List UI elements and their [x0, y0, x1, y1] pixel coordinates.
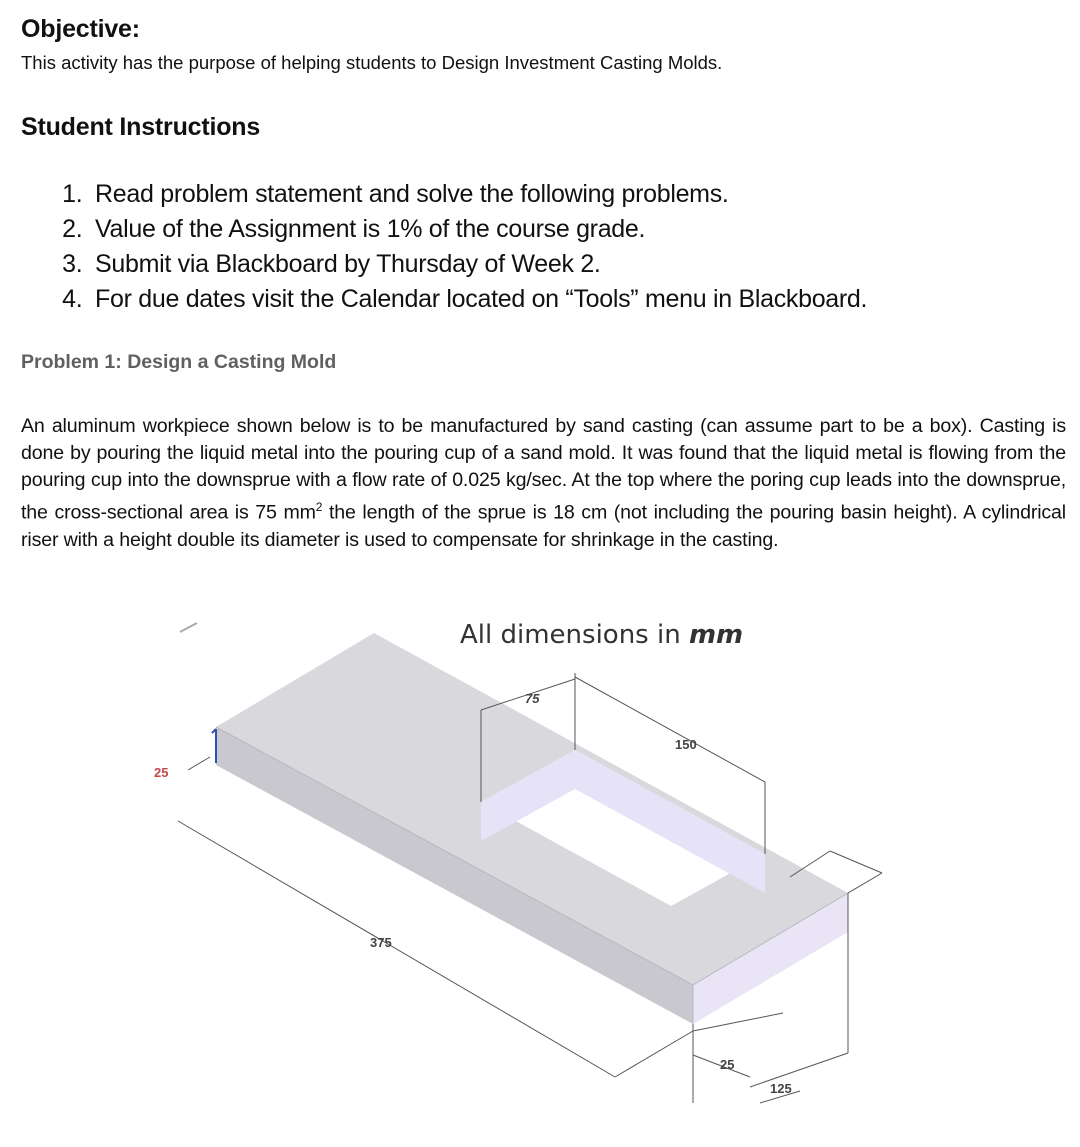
dim-thickness-label: 25: [154, 765, 169, 780]
workpiece-figure: [140, 607, 900, 1142]
instruction-item: 4. For due dates visit the Calendar located on “Tools” menu in Blackboard.: [89, 282, 867, 317]
figure-title: All dimensions in mm: [460, 620, 744, 650]
problem-text-part2: the length of the sprue is 18 cm (not including the pouring basin height). A cylindrical riser with a height double its diameter is used to compensate for shrinkage in the casting.: [21, 501, 1066, 551]
dim-pocket-width-label: 75: [525, 691, 540, 706]
dim-pocket-length-label: 150: [675, 737, 697, 752]
problem-title: Problem 1: Design a Casting Mold: [21, 351, 337, 373]
instruction-item: 2. Value of the Assignment is 1% of the course grade.: [89, 212, 867, 247]
objective-text: This activity has the purpose of helping students to Design Investment Casting Molds.: [21, 52, 723, 73]
dim-end-wall-label: 25: [720, 1057, 735, 1072]
problem-text-part1: An aluminum workpiece shown below is to be manufactured by sand casting (can assume part to be a box). Casting is done by pouring the liquid metal into the pouring cup of a sand mold. It was found that the liquid metal is flowing from the pouring cup into the downsprue with a flow rate of 0.025 kg/sec. At the top where the poring cup leads into the downsprue, the cross-sectional area is 75 mm: [21, 415, 1066, 524]
instructions-heading: Student Instructions: [21, 113, 261, 141]
instructions-list: [42, 177, 867, 317]
dim-length-label: 375: [370, 935, 392, 950]
workpiece-drawing: [140, 607, 900, 1142]
problem-statement: [21, 413, 1066, 554]
objective-heading: Objective:: [21, 15, 140, 43]
instruction-item: 1. Read problem statement and solve the following problems.: [89, 177, 867, 212]
superscript-squared: 2: [315, 500, 323, 514]
instruction-item: 3. Submit via Blackboard by Thursday of Week 2.: [89, 247, 867, 282]
dim-width-label: 125: [770, 1081, 792, 1096]
stray-mark: [180, 623, 197, 632]
